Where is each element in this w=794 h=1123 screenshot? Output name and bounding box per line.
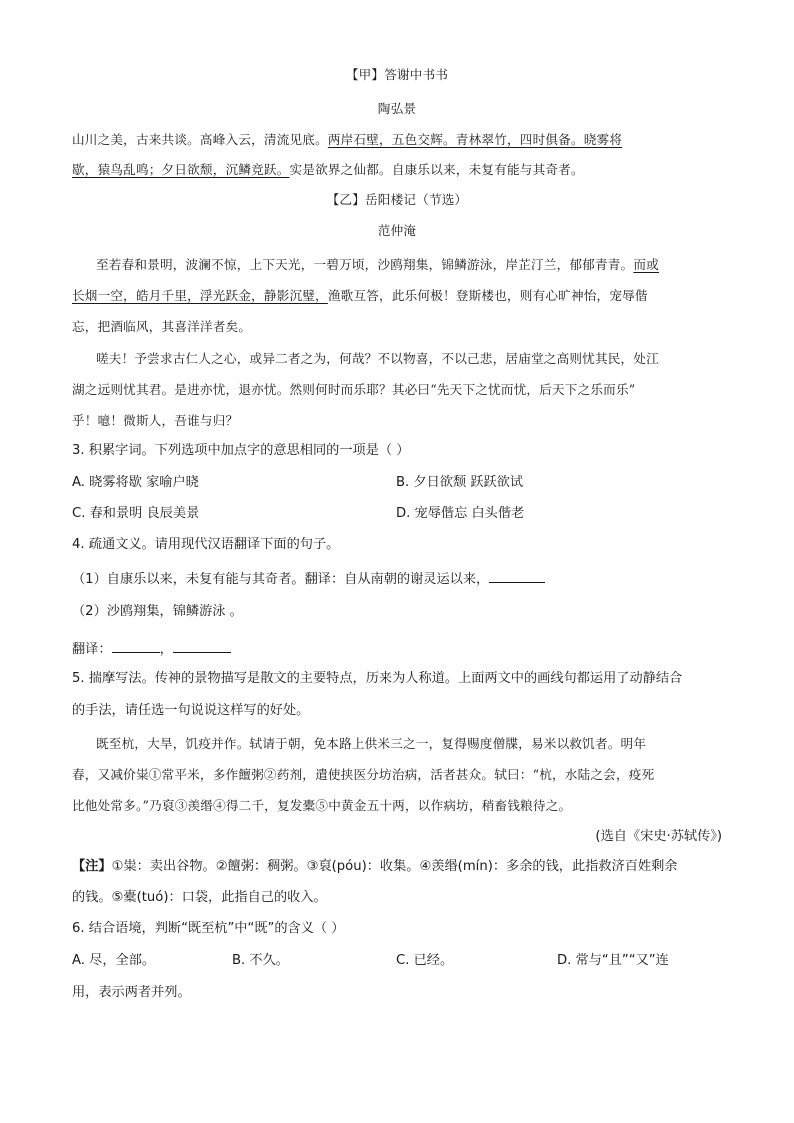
- q4-sentence-1-text: （1）自康乐以来，未复有能与其奇者。翻译：自从南朝的谢灵运以来，: [72, 572, 490, 587]
- answer-blank[interactable]: [489, 568, 545, 583]
- passage-a-line-2: [72, 161, 584, 179]
- q3-option-d[interactable]: D. 宠辱偕忘 白头偕老: [396, 506, 525, 521]
- passage-b-text: 渔歌互答，此乐何极！登斯楼也，则有心旷神怡，宠辱偕: [327, 288, 648, 303]
- underlined-sentence: 而或: [633, 257, 659, 272]
- q4-sentence-1: [72, 568, 545, 589]
- passage-a-title: 【甲】答谢中书书: [345, 67, 449, 82]
- q6-option-b[interactable]: B. 不久。: [232, 953, 289, 968]
- underlined-sentence: 歇，猿鸟乱鸣；夕日欲颓，沉鳞竞跃。: [72, 162, 290, 177]
- passage-a-text: 山川之美，古来共谈。高峰入云，清流见底。: [72, 132, 328, 147]
- passage-b-p1-line-1: [96, 256, 659, 274]
- q3-option-b[interactable]: B. 夕日欲颓 跃跃欲试: [396, 475, 524, 490]
- underlined-sentence: 两岸石壁，五色交辉。青林翠竹，四时俱备。晓雾将: [327, 132, 623, 147]
- q6-option-d[interactable]: D. 常与“且”“又”连: [557, 953, 669, 968]
- note-line-2: 的钱。⑤橐(tuó)：口袋，此指自己的收入。: [72, 890, 327, 905]
- passage-c-line-2: 春，又减价粜①常平米，多作饘粥②药剂，遣使挟医分坊治病，活者甚众。轼曰：“杭，水陆之会，疫死: [72, 767, 655, 782]
- answer-blank[interactable]: [112, 638, 160, 653]
- answer-blank[interactable]: [173, 638, 231, 653]
- q4-translation: [72, 638, 231, 659]
- q3-stem: 3. 积累字词。下列选项中加点字的意思相同的一项是（ ）: [72, 443, 410, 458]
- passage-a-line-1: [72, 131, 622, 149]
- underlined-sentence: 长烟一空，皓月千里，浮光跃金，静影沉璧，: [72, 288, 328, 303]
- q3-option-c[interactable]: C. 春和景明 良辰美景: [72, 506, 200, 521]
- passage-b-p2-line-2: 湖之远则忧其君。是进亦忧，退亦忧。然则何时而乐耶？其必曰“先天下之忧而忧，后天下之乐而乐”: [72, 382, 636, 397]
- note-label: 【注】: [72, 859, 112, 874]
- passage-a-text: 实是欲界之仙都。自康乐以来，未复有能与其奇者。: [289, 162, 584, 177]
- passage-b-p1-line-3: 忘，把酒临风，其喜洋洋者矣。: [72, 319, 252, 334]
- q4-sentence-2: （2）沙鸥翔集，锦鳞游泳 。: [72, 604, 243, 619]
- passage-b-p1-line-2: [72, 287, 648, 305]
- q3-option-a[interactable]: A. 晓雾将歇 家喻户晓: [72, 475, 199, 490]
- q4-stem: 4. 疏通文义。请用现代汉语翻译下面的句子。: [72, 537, 340, 552]
- q6-option-c[interactable]: C. 已经。: [396, 953, 454, 968]
- passage-b-title: 【乙】岳阳楼记（节选）: [326, 192, 468, 207]
- q6-option-a[interactable]: A. 尽，全部。: [72, 953, 156, 968]
- passage-c-line-1: 既至杭，大旱，饥疫并作。轼请于朝，免本路上供米三之一，复得赐度僧牒，易米以救饥者。明年: [96, 736, 647, 751]
- passage-b-p2-line-1: 嗟夫！予尝求古仁人之心，或异二者之为，何哉？不以物喜，不以己悲，居庙堂之高则忧其民，处江: [96, 351, 659, 366]
- passage-a-author: 陶弘景: [377, 101, 417, 116]
- comma: ，: [159, 642, 173, 657]
- translation-label: 翻译：: [72, 642, 112, 657]
- q5-stem-line-1: 5. 揣摩写法。传神的景物描写是散文的主要特点，历来为人称道。上面两文中的画线句都运用了动静结合: [72, 671, 683, 686]
- passage-b-text: 至若春和景明，波澜不惊，上下天光，一碧万顷，沙鸥翔集，锦鳞游泳，岸芷汀兰，郁郁青青。: [96, 257, 634, 272]
- q5-stem-line-2: 的手法，请任选一句说说这样写的好处。: [72, 703, 310, 718]
- q6-option-d-continued: 用，表示两者并列。: [72, 985, 191, 1000]
- note-text: ①粜：卖出谷物。②饘粥：稠粥。③裒(póu)：收集。④羡缗(mín)：多余的钱，此指救济百姓剩余: [111, 859, 678, 874]
- passage-c-line-3: 比他处常多。”乃裒③羡缗④得二千，复发橐⑤中黄金五十两，以作病坊，稍畜钱粮待之。: [72, 798, 572, 813]
- passage-b-author: 范仲淹: [377, 223, 417, 238]
- q6-stem: 6. 结合语境，判断“既至杭”中“既”的含义（ ）: [72, 921, 345, 936]
- passage-b-p2-line-3: 乎！噫！微斯人，吾谁与归？: [72, 413, 239, 428]
- note-line-1: [72, 858, 677, 876]
- passage-c-source: (选自《宋史·苏轼传》): [595, 829, 722, 844]
